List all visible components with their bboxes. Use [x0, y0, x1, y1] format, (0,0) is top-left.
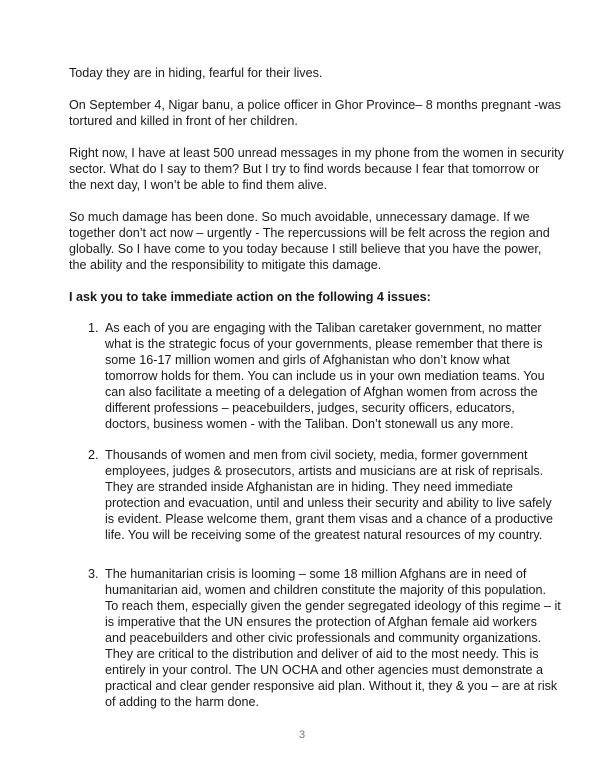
text-line: The humanitarian crisis is looming – some 18 million Afghans are in need of	[105, 567, 527, 581]
text-line: what is the strategic focus of your governments, please remember that there is	[105, 337, 543, 351]
text-line: Right now, I have at least 500 unread messages in my phone from the women in security	[69, 146, 564, 160]
text-line: sector. What do I say to them? But I try to find words because I fear that tomorrow or	[69, 162, 540, 176]
text-line: together don’t act now – urgently - The repercussions will be felt across the region and	[69, 226, 550, 240]
text-line: the next day, I won’t be able to find them alive.	[69, 178, 328, 192]
text-line: is evident. Please welcome them, grant them visas and a chance of a productive	[105, 512, 554, 526]
text-line: To reach them, especially given the gender segregated ideology of this regime – it	[105, 599, 561, 613]
text-line: doctors, business women - with the Taliban. Don’t stonewall us any more.	[105, 417, 514, 431]
text-line: They are critical to the distribution and deliver of aid to the most needy. This is	[105, 647, 539, 661]
text-line: life. You will be receiving some of the greatest natural resources of my country.	[105, 528, 543, 542]
paragraph	[69, 97, 561, 129]
list-number: 3.	[88, 567, 99, 581]
text-line: practical and clear gender responsive aid plan. Without it, they & you – are at risk	[105, 679, 558, 693]
heading-text: I ask you to take immediate action on the following 4 issues:	[69, 290, 431, 304]
text-line: humanitarian aid, women and children constitute the majority of this population.	[105, 583, 547, 597]
section-heading	[69, 289, 431, 305]
text-line: tortured and killed in front of her children.	[69, 114, 298, 128]
text-line: tomorrow holds for them. You can include us in your own mediation teams. You	[105, 369, 545, 383]
text-line: They are stranded inside Afghanistan are in hiding. They need immediate	[105, 480, 513, 494]
text-line: different professions – peacebuilders, judges, security officers, educators,	[105, 401, 515, 415]
text-line: globally. So I have come to you today because I still believe that you have the power,	[69, 242, 542, 256]
text-line: employees, judges & prosecutors, artists and musicians are at risk of reprisals.	[105, 464, 544, 478]
text-line: the ability and the responsibility to mitigate this damage.	[69, 258, 382, 272]
paragraph	[69, 65, 322, 81]
text-line: and peacebuilders and other civic professionals and community organizations.	[105, 631, 542, 645]
text-line: some 16-17 million women and girls of Afghanistan who don’t know what	[105, 353, 510, 367]
paragraph	[69, 209, 550, 273]
text-line: of adding to the harm done.	[105, 695, 260, 709]
text-line: So much damage has been done. So much avoidable, unnecessary damage. If we	[69, 210, 530, 224]
list-number: 1.	[88, 321, 99, 335]
text-line: is imperative that the UN ensures the protection of Afghan female aid workers	[105, 615, 537, 629]
text-line: can also facilitate a meeting of a delegation of Afghan women from across the	[105, 385, 538, 399]
text-line: entirely in your control. The UN OCHA and other agencies must demonstrate a	[105, 663, 543, 677]
page-number: 3	[298, 729, 306, 741]
text-line: Today they are in hiding, fearful for their lives.	[69, 66, 323, 80]
text-line: As each of you are engaging with the Taliban caretaker government, no matter	[105, 321, 542, 335]
list-number: 2.	[88, 448, 99, 462]
text-line: protection and evacuation, until and unless their security and ability to live safely	[105, 496, 552, 510]
text-line: On September 4, Nigar banu, a police officer in Ghor Province– 8 months pregnant -was	[69, 98, 561, 112]
paragraph	[69, 145, 564, 193]
text-line: Thousands of women and men from civil society, media, former government	[105, 448, 528, 462]
